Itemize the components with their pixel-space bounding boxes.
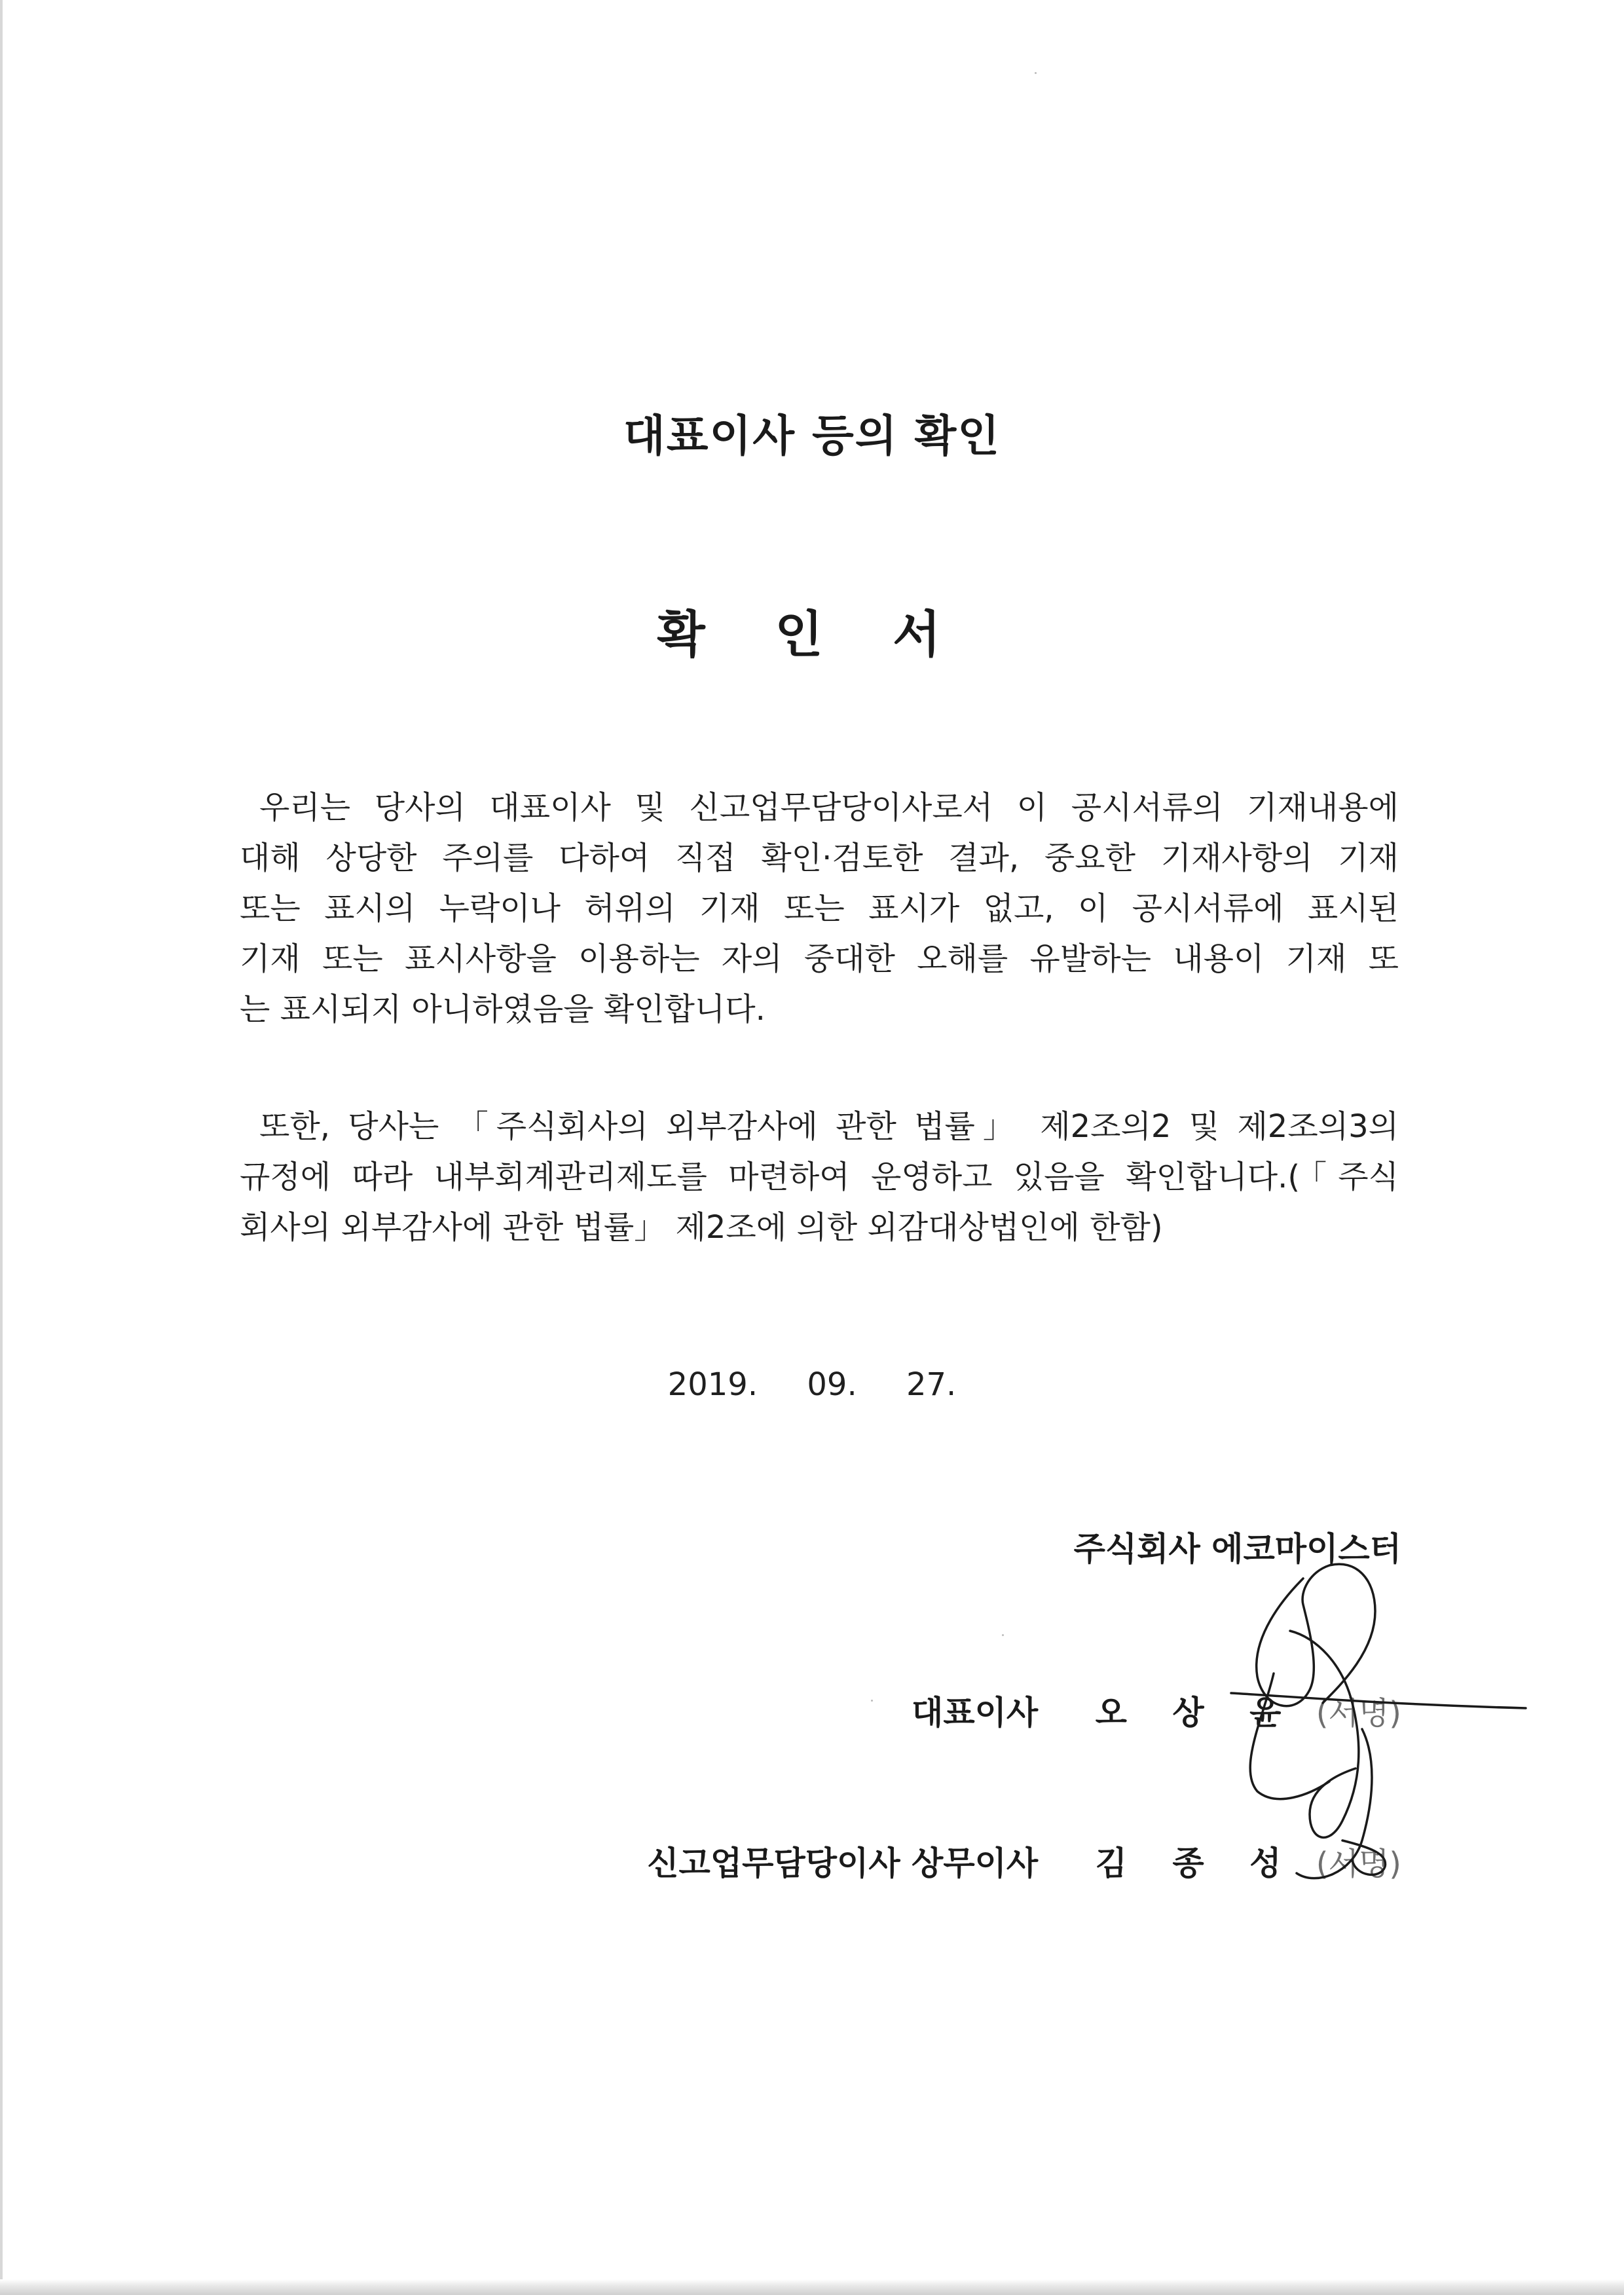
document-title: 대표이사 등의 확인: [623, 411, 1001, 461]
paragraph-line: 우리는 당사의 대표이사 및 신고업무담당이사로서 이 공시서류의 기재내용에: [259, 789, 1399, 826]
company-name: 주식회사 에코마이스터: [1073, 1530, 1401, 1568]
paragraph-line: 규정에 따라 내부회계관리제도를 마련하여 운영하고 있음을 확인합니다.(「주식: [240, 1159, 1399, 1195]
officer-sign-mark: (서명): [1316, 1846, 1401, 1882]
date-year: 2019.: [667, 1366, 758, 1403]
handwritten-signature: [1211, 1533, 1552, 1926]
scan-speck: [871, 1700, 873, 1702]
scan-speck: [1002, 1634, 1004, 1636]
scan-speck: [1035, 72, 1037, 74]
paragraph-line: 또한, 당사는 「주식회사의 외부감사에 관한 법률」 제2조의2 및 제2조의3의: [259, 1108, 1399, 1145]
officer-role: 신고업무담당이사 상무이사: [647, 1844, 1039, 1882]
ceo-sign-mark: (서명): [1316, 1695, 1401, 1732]
ceo-name: 오 상 윤: [1095, 1694, 1299, 1732]
date-month: 09.: [807, 1366, 857, 1403]
scan-edge: [0, 2279, 1624, 2295]
scan-edge: [0, 0, 3, 2295]
paragraph-line: 또는 표시의 누락이나 허위의 기재 또는 표시가 없고, 이 공시서류에 표시된: [240, 890, 1399, 927]
document-date: [0, 1366, 1624, 1403]
paragraph-line: 는 표시되지 아니하였음을 확인합니다.: [240, 991, 766, 1028]
ceo-role: 대표이사: [912, 1694, 1039, 1732]
internal-control-paragraph: [240, 1102, 1399, 1253]
document-subtitle: 확 인 서: [657, 605, 967, 663]
paragraph-line: 회사의 외부감사에 관한 법률」 제2조에 의한 외감대상법인에 한함): [240, 1209, 1163, 1246]
date-day: 27.: [906, 1366, 957, 1403]
confirmation-paragraph: [240, 783, 1399, 1035]
paragraph-line: 기재 또는 표시사항을 이용하는 자의 중대한 오해를 유발하는 내용이 기재 또: [240, 941, 1399, 977]
paragraph-line: 대해 상당한 주의를 다하여 직접 확인·검토한 결과, 중요한 기재사항의 기재: [240, 840, 1399, 876]
officer-name: 김 종 성: [1095, 1844, 1299, 1882]
